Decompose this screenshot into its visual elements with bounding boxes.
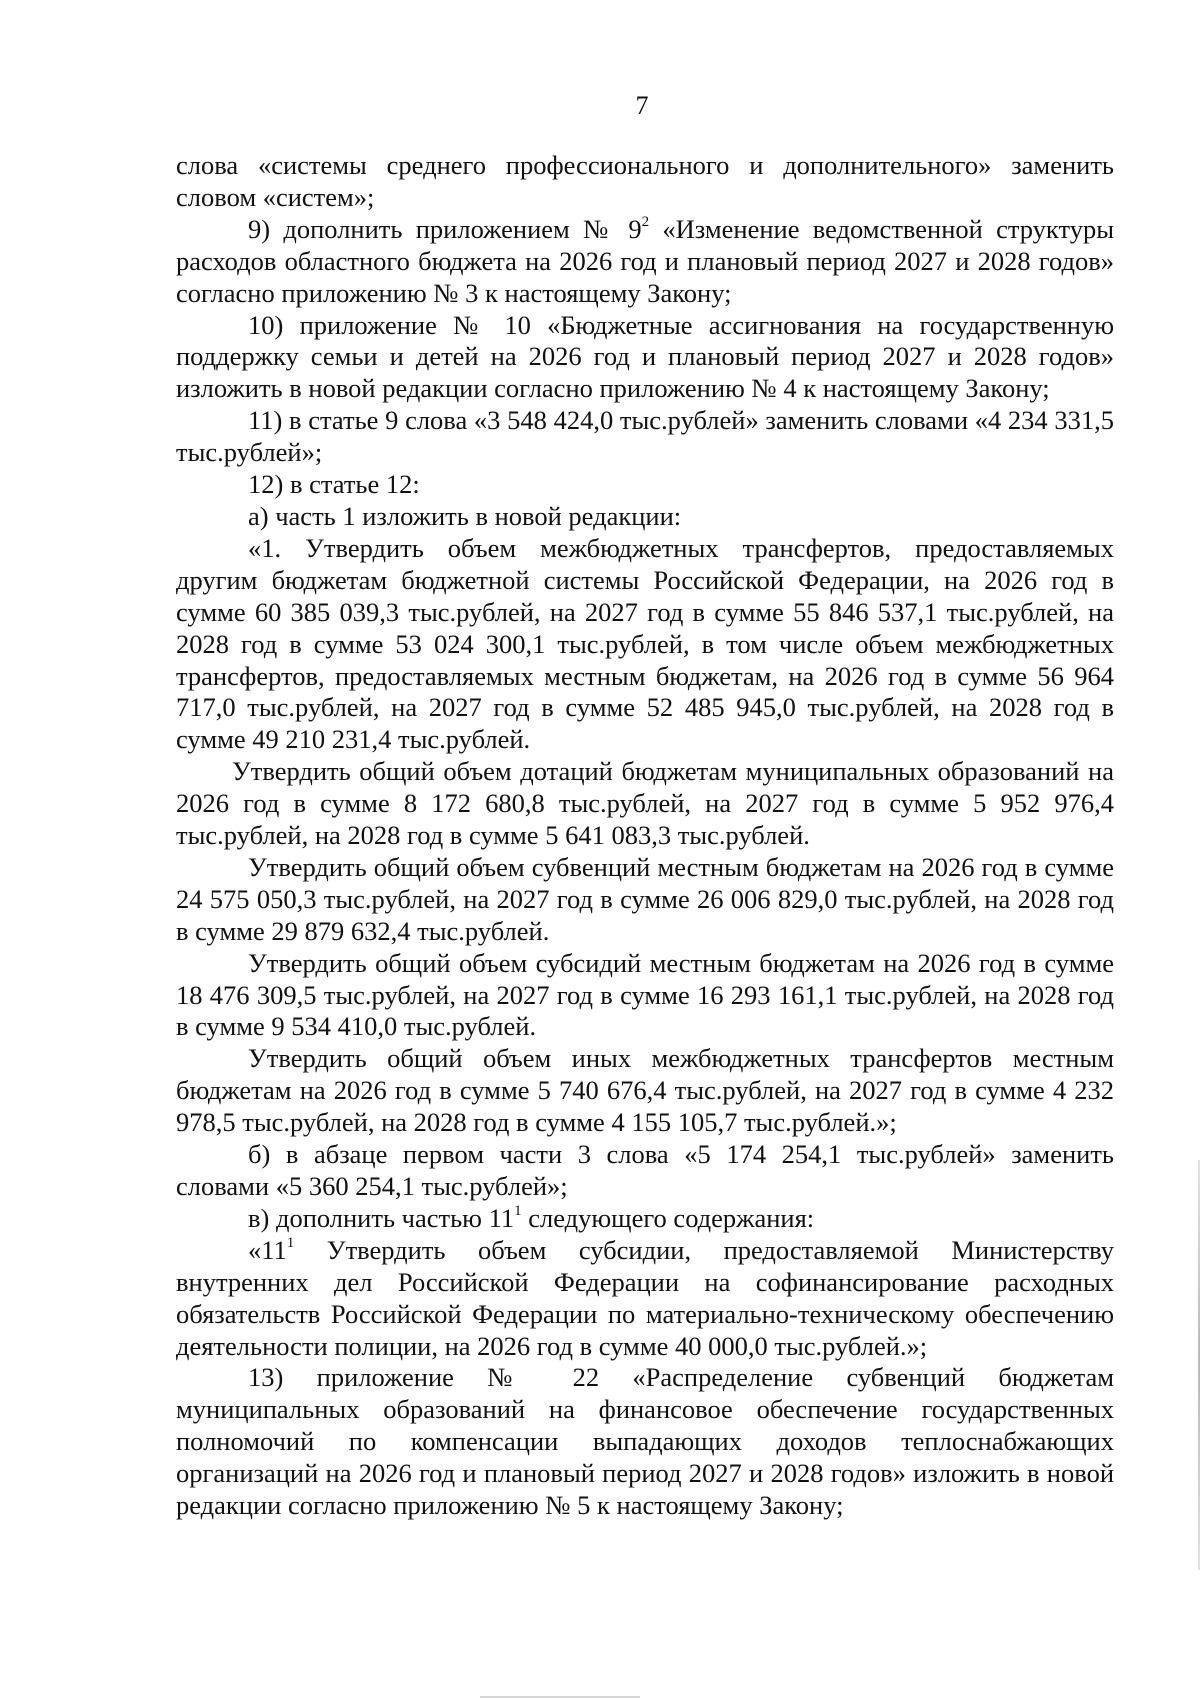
paragraph-item-9-text-start: 9) дополнить приложением № 9	[248, 213, 642, 244]
paragraph-subitem-v	[176, 1203, 1114, 1235]
paragraph-part-1-transfers: «1. Утвердить объем межбюджетных трансфертов, предоставляемых другим бюджетам бюджетной системы Российской Федерации, на 2026 год в сумме 60 385 039,3 тыс.рублей, на 2027 год в сумме 55 846 537,1 тыс.рублей, на 2028 год в сумме 53 024 300,1 тыс.рублей, в том числе объем межбюджетных трансфертов, предоставляемых местным бюджетам, на 2026 год в сумме 56 964 717,0 тыс.рублей, на 2027 год в сумме 52 485 945,0 тыс.рублей, на 2028 год в сумме 49 210 231,4 тыс.рублей.	[176, 532, 1114, 755]
superscript: 1	[286, 1234, 295, 1251]
paragraph-item-9	[176, 214, 1114, 310]
paragraph-words-replacement: слова «системы среднего профессионального и дополнительного» заменить словом «систем»;	[176, 150, 1114, 212]
superscript: 2	[641, 213, 650, 230]
paragraph-item-11: 11) в статье 9 слова «3 548 424,0 тыс.рублей» заменить словами «4 234 331,5 тыс.рублей»;	[176, 405, 1114, 468]
paragraph-other-transfers: Утвердить общий объем иных межбюджетных трансфертов местным бюджетам на 2026 год в сумме 5 740 676,4 тыс.рублей, на 2027 год в сумме 4 232 978,5 тыс.рублей, на 2028 год в сумме 4 155 105,7 тыс.рублей.»;	[176, 1043, 1114, 1138]
paragraph-part-11-1	[176, 1235, 1114, 1363]
paragraph-subsidies-grants: Утвердить общий объем дотаций бюджетам муниципальных образований на 2026 год в сумме 8 172 680,8 тыс.рублей, на 2027 год в сумме 5 952 976,4 тыс.рублей, на 2028 год в сумме 5 641 083,3 тыс.рублей.	[176, 756, 1114, 851]
paragraph-part-11-1-text-end: Утвердить объем субсидии, предоставляемой Министерству внутренних дел Российской Федерации на софинансирование расходных обязательств Российской Федерации по материально-техническому обеспечению деятельности полиции, на 2026 год в сумме 40 000,0 тыс.рублей.»;	[176, 1234, 1114, 1361]
paragraph-subitem-b: б) в абзаце первом части 3 слова «5 174 254,1 тыс.рублей» заменить словами «5 360 254,1 тыс.рублей»;	[176, 1139, 1114, 1201]
paragraph-subsidies: Утвердить общий объем субсидий местным бюджетам на 2026 год в сумме 18 476 309,5 тыс.рублей, на 2027 год в сумме 16 293 161,1 тыс.рублей, на 2028 год в сумме 9 534 410,0 тыс.рублей.	[176, 947, 1114, 1042]
paragraph-item-13: 13) приложение № 22 «Распределение субвенций бюджетам муниципальных образований на финансовое обеспечение государственных полномочий по компенсации выпадающих доходов теплоснабжающих организаций на 2026 год и плановый период 2027 и 2028 годов» изложить в новой редакции согласно приложению № 5 к настоящему Закону;	[176, 1362, 1114, 1521]
paragraph-item-10: 10) приложение № 10 «Бюджетные ассигнования на государственную поддержку семьи и детей на 2026 год и плановый период 2027 и 2028 годов» изложить в новой редакции согласно приложению № 4 к настоящему Закону;	[176, 309, 1114, 404]
paragraph-part-11-1-text-start: «11	[248, 1234, 287, 1265]
paragraph-item-12: 12) в статье 12:	[248, 469, 420, 500]
paragraph-subventions: Утвердить общий объем субвенций местным бюджетам на 2026 год в сумме 24 575 050,3 тыс.рублей, на 2027 год в сумме 26 006 829,0 тыс.рублей, на 2028 год в сумме 29 879 632,4 тыс.рублей.	[176, 851, 1114, 946]
page-number: 7	[635, 91, 649, 120]
paragraph-item-9-text-end: «Изменение ведомственной структуры расходов областного бюджета на 2026 год и плановый период 2027 и 2028 годов» согласно приложению № 3 к настоящему Закону;	[176, 213, 1114, 308]
paragraph-subitem-v-text-start: в) дополнить частью 11	[248, 1202, 515, 1233]
superscript: 1	[514, 1203, 522, 1220]
document-body	[176, 150, 1114, 1522]
paragraph-subitem-a: а) часть 1 изложить в новой редакции:	[248, 500, 682, 531]
paragraph-subitem-v-text-end: следующего содержания:	[521, 1202, 815, 1233]
